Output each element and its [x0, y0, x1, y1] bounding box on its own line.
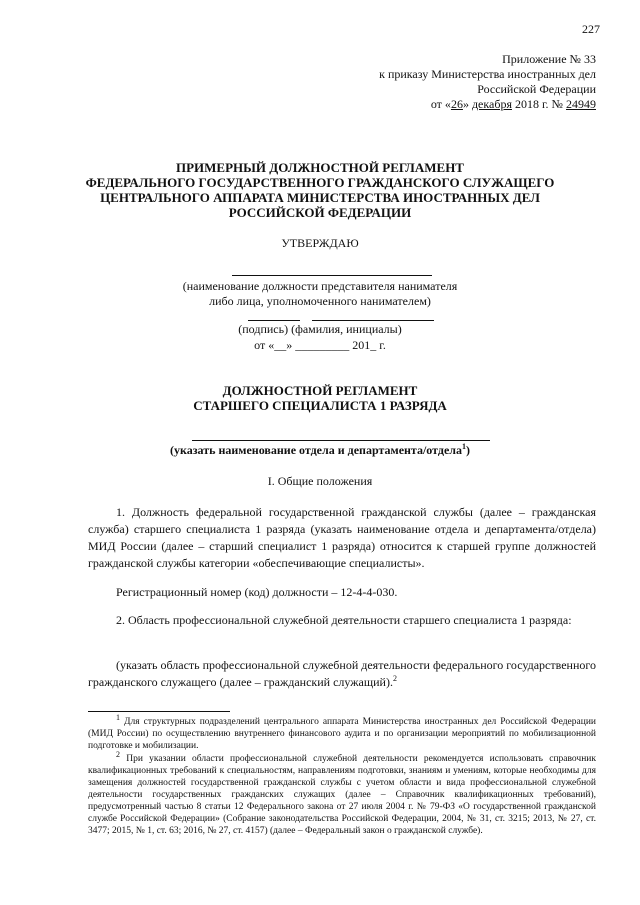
appendix-line-2: к приказу Министерства иностранных дел [379, 67, 596, 81]
appendix-block [296, 52, 596, 112]
footnote-1-mark: 1 [116, 712, 120, 722]
title-line-3: ЦЕНТРАЛЬНОГО АППАРАТА МИНИСТЕРСТВА ИНОСТРАННЫХ ДЕЛ [100, 190, 540, 205]
department-caption-close: ) [466, 443, 471, 457]
date-mid: » [462, 97, 472, 111]
approve-heading: УТВЕРЖДАЮ [281, 236, 359, 250]
appendix-date-line [296, 97, 596, 112]
department-caption [60, 443, 580, 458]
title-line-4: РОССИЙСКОЙ ФЕДЕРАЦИИ [228, 205, 412, 220]
employer-caption-line-1: (наименование должности представителя нанимателя [182, 279, 458, 293]
employer-caption-line-2: либо лица, уполномоченного нанимателем) [209, 294, 431, 308]
footnote-2 [88, 749, 596, 837]
paragraph-area [88, 657, 596, 691]
regulation-title [60, 383, 580, 413]
signature-line [248, 320, 300, 321]
name-line [312, 320, 434, 321]
footnote-ref-2: 2 [392, 674, 397, 683]
footnote-2-text: При указании области профессиональной служебной деятельности рекомендуется использовать справочник квалификационных требований к специальностям, направлениям подготовки, знаниям и умениям, которые необходимы для замещения должностей государственной гражданской службы с учетом области и вида профессиональной служебной деятельности государственных гражданских служащих (далее – Справочник квалификационных требований), предусмотренный частью 8 статьи 12 Федерального закона от 27 июля 2004 г. № 79-ФЗ «О государственной гражданской службе Российской Федерации» (Собрание законодательства Российской Федерации, 2004, № 31, ст. 3215; 2013, № 27, ст. 3477; 2015, № 1, ст. 63; 2016, № 27, ст. 4157) (далее – Федеральный закон о гражданской службе). [88, 754, 596, 836]
order-number: 24949 [566, 97, 596, 111]
department-caption-text: (указать наименование отдела и департамента/отдела [169, 443, 463, 457]
department-fill-line [192, 440, 490, 441]
document-title [60, 160, 580, 220]
footnote-2-mark: 2 [116, 749, 120, 759]
date-prefix: от « [430, 97, 451, 111]
appendix-line-1: Приложение № 33 [502, 52, 596, 66]
footnote-1 [88, 712, 596, 752]
signature-caption: (подпись) (фамилия, инициалы) [238, 322, 402, 336]
regulation-title-line-2: СТАРШЕГО СПЕЦИАЛИСТА 1 РАЗРЯДА [193, 398, 447, 413]
paragraph-2: 2. Область профессиональной служебной деятельности старшего специалиста 1 разряда: [116, 613, 572, 627]
footnote-separator [88, 711, 230, 712]
date-day: 26 [450, 97, 463, 111]
title-line-2: ФЕДЕРАЛЬНОГО ГОСУДАРСТВЕННОГО ГРАЖДАНСКОГО СЛУЖАЩЕГО [85, 175, 555, 190]
employer-caption [60, 279, 580, 309]
section-heading: I. Общие положения [267, 474, 373, 488]
page-number: 227 [582, 22, 600, 36]
regulation-title-line-1: ДОЛЖНОСТНОЙ РЕГЛАМЕНТ [222, 383, 418, 398]
date-year: 2018 г. № [511, 97, 566, 111]
title-line-1: ПРИМЕРНЫЙ ДОЛЖНОСТНОЙ РЕГЛАМЕНТ [176, 160, 464, 175]
employer-signature-line [232, 275, 432, 276]
paragraph-area-text: (указать область профессиональной служебной деятельности федерального государственного гражданского служащего (далее – гражданский служащий). [88, 658, 596, 689]
paragraph-1: 1. Должность федеральной государственной гражданской службы (далее – гражданская служба) старшего специалиста 1 разряда (указать наименование отдела и департамента/отдела) МИД России (далее – старший специалист 1 разряда) относится к старшей группе должностей гражданской службы категории «обеспечивающие специалисты». [88, 505, 596, 570]
approval-date-line: от «__» _________ 201_ г. [254, 338, 386, 352]
paragraph-reg-number: Регистрационный номер (код) должности – 12-4-4-030. [116, 585, 398, 599]
footnote-1-text: Для структурных подразделений центрального аппарата Министерства иностранных дел Российской Федерации (МИД России) по осуществлению внутреннего финансового аудита и по организации мероприятий по мобилизационной подготовке и мобилизации. [88, 717, 596, 751]
footnote-ref-1: 1 [462, 442, 467, 451]
date-month: декабря [471, 97, 512, 111]
appendix-line-3: Российской Федерации [477, 82, 596, 96]
